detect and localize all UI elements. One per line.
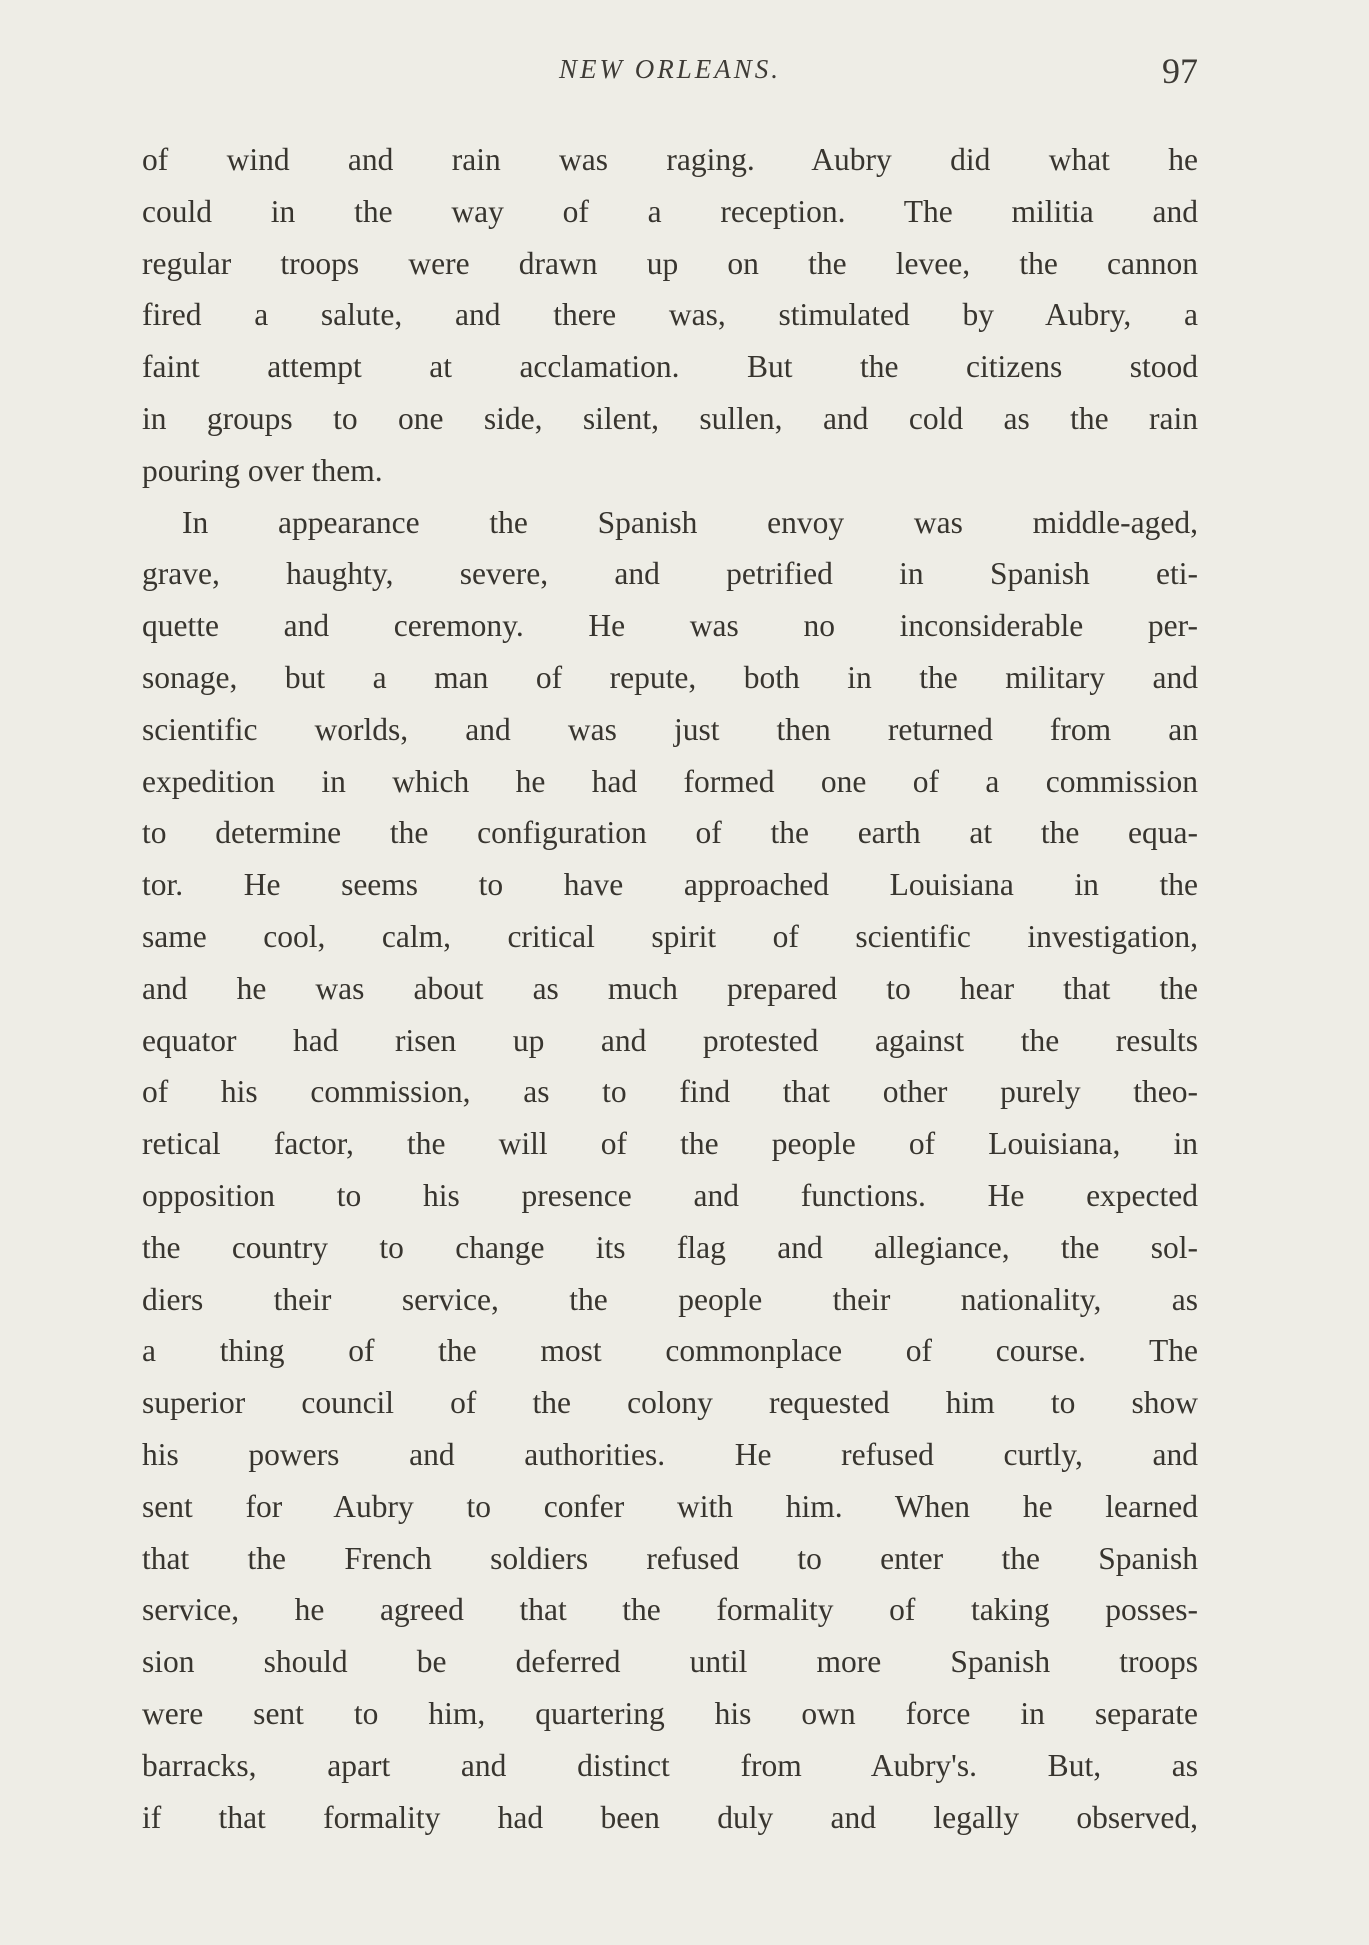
- text-line: expedition in which he had formed one of a commission: [142, 763, 1198, 799]
- text-line: and he was about as much prepared to hear that the: [142, 970, 1198, 1006]
- text-line: equator had risen up and protested against the results: [142, 1022, 1198, 1058]
- page-number: 97: [1162, 51, 1198, 91]
- text-line: if that formality had been duly and legally observed,: [142, 1799, 1198, 1835]
- text-line: his powers and authorities. He refused curtly, and: [142, 1436, 1198, 1472]
- text-line: could in the way of a reception. The militia and: [142, 193, 1198, 229]
- text-line: fired a salute, and there was, stimulated by Aubry, a: [142, 297, 1198, 333]
- text-line: quette and ceremony. He was no inconsiderable per-: [142, 608, 1198, 644]
- body-text: [142, 134, 1198, 1843]
- text-line: service, he agreed that the formality of taking posses-: [142, 1592, 1198, 1628]
- text-line: were sent to him, quartering his own force in separate: [142, 1695, 1198, 1731]
- text-line: barracks, apart and distinct from Aubry's. But, as: [142, 1747, 1198, 1783]
- running-head: [142, 50, 1198, 100]
- text-line: sonage, but a man of repute, both in the military and: [142, 659, 1198, 695]
- text-line: of wind and rain was raging. Aubry did what he: [142, 142, 1198, 177]
- text-line: faint attempt at acclamation. But the citizens stood: [142, 349, 1198, 385]
- paragraph-start-line: In appearance the Spanish envoy was middle-aged,: [182, 504, 1198, 540]
- text-line: retical factor, the will of the people of Louisiana, in: [142, 1126, 1198, 1162]
- text-line: the country to change its flag and allegiance, the sol-: [142, 1229, 1198, 1265]
- text-line: regular troops were drawn up on the levee, the cannon: [142, 245, 1198, 281]
- text-line: in groups to one side, silent, sullen, and cold as the rain: [142, 400, 1198, 436]
- text-line: grave, haughty, severe, and petrified in Spanish eti-: [142, 556, 1198, 592]
- text-line: a thing of the most commonplace of course. The: [142, 1333, 1198, 1369]
- text-line: sion should be deferred until more Spanish troops: [142, 1644, 1198, 1680]
- text-line: scientific worlds, and was just then returned from an: [142, 711, 1198, 747]
- running-title: NEW ORLEANS.: [559, 54, 781, 84]
- text-line: to determine the configuration of the earth at the equa-: [142, 815, 1198, 851]
- paragraph-end-line: pouring over them.: [142, 452, 383, 488]
- text-line: that the French soldiers refused to enter the Spanish: [142, 1540, 1198, 1576]
- text-line: of his commission, as to find that other purely theo-: [142, 1074, 1198, 1110]
- text-line: opposition to his presence and functions. He expected: [142, 1177, 1198, 1213]
- text-line: superior council of the colony requested him to show: [142, 1385, 1198, 1421]
- text-line: sent for Aubry to confer with him. When he learned: [142, 1488, 1198, 1524]
- text-line: diers their service, the people their nationality, as: [142, 1281, 1198, 1317]
- text-line: same cool, calm, critical spirit of scientific investigation,: [142, 918, 1198, 954]
- text-line: tor. He seems to have approached Louisiana in the: [142, 867, 1198, 903]
